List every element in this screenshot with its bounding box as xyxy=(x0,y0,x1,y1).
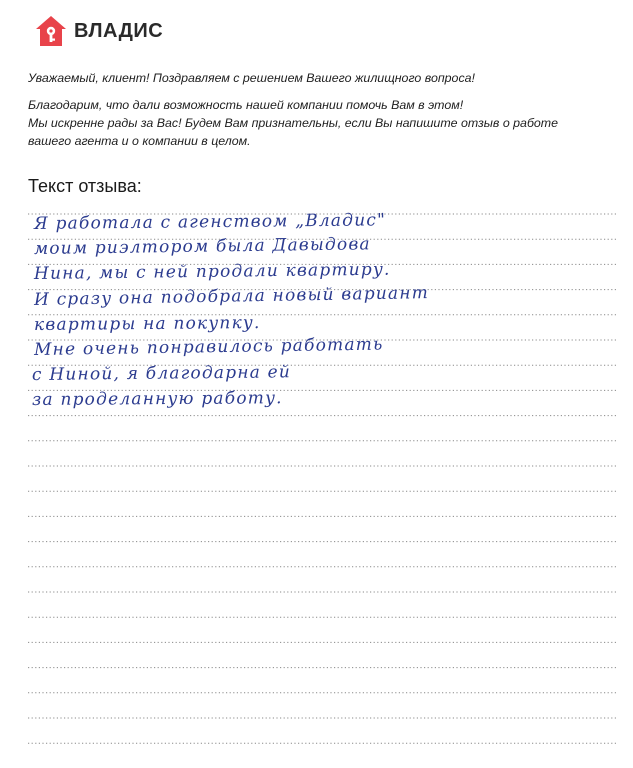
thanks-line-1: Благодарим, что дали возможность нашей компании помочь Вам в этом! xyxy=(28,98,464,112)
handwritten-review xyxy=(28,206,628,446)
handwritten-line: Нина, мы с ней продали квартиру. xyxy=(33,260,391,285)
thanks-text xyxy=(28,96,618,150)
handwritten-line: квартиры на покупку. xyxy=(33,312,261,335)
company-logo xyxy=(34,14,163,48)
house-key-icon xyxy=(34,14,68,48)
brand-name: ВЛАДИС xyxy=(74,20,164,42)
handwritten-line: И сразу она подобрала новый вариант xyxy=(33,282,430,310)
greeting-line: Уважаемый, клиент! Поздравляем с решением Вашего жилищного вопроса! xyxy=(28,71,475,85)
handwritten-line: моим риэлтором была Давыдова xyxy=(33,234,371,260)
handwritten-line: за проделанную работу. xyxy=(31,388,283,411)
review-title: Текст отзыва: xyxy=(28,176,142,196)
handwritten-line: с Ниной, я благодарна ей xyxy=(31,362,292,386)
handwritten-line: Мне очень понравилось работать xyxy=(33,334,384,360)
thanks-line-3: вашего агента и о компании в целом. xyxy=(28,134,251,148)
handwritten-line: Я работала с агенством „Владис" xyxy=(33,210,387,234)
greeting-text xyxy=(28,69,618,87)
thanks-line-2: Мы искренне рады за Вас! Будем Вам признательны, если Вы напишите отзыв о работе xyxy=(28,116,559,130)
